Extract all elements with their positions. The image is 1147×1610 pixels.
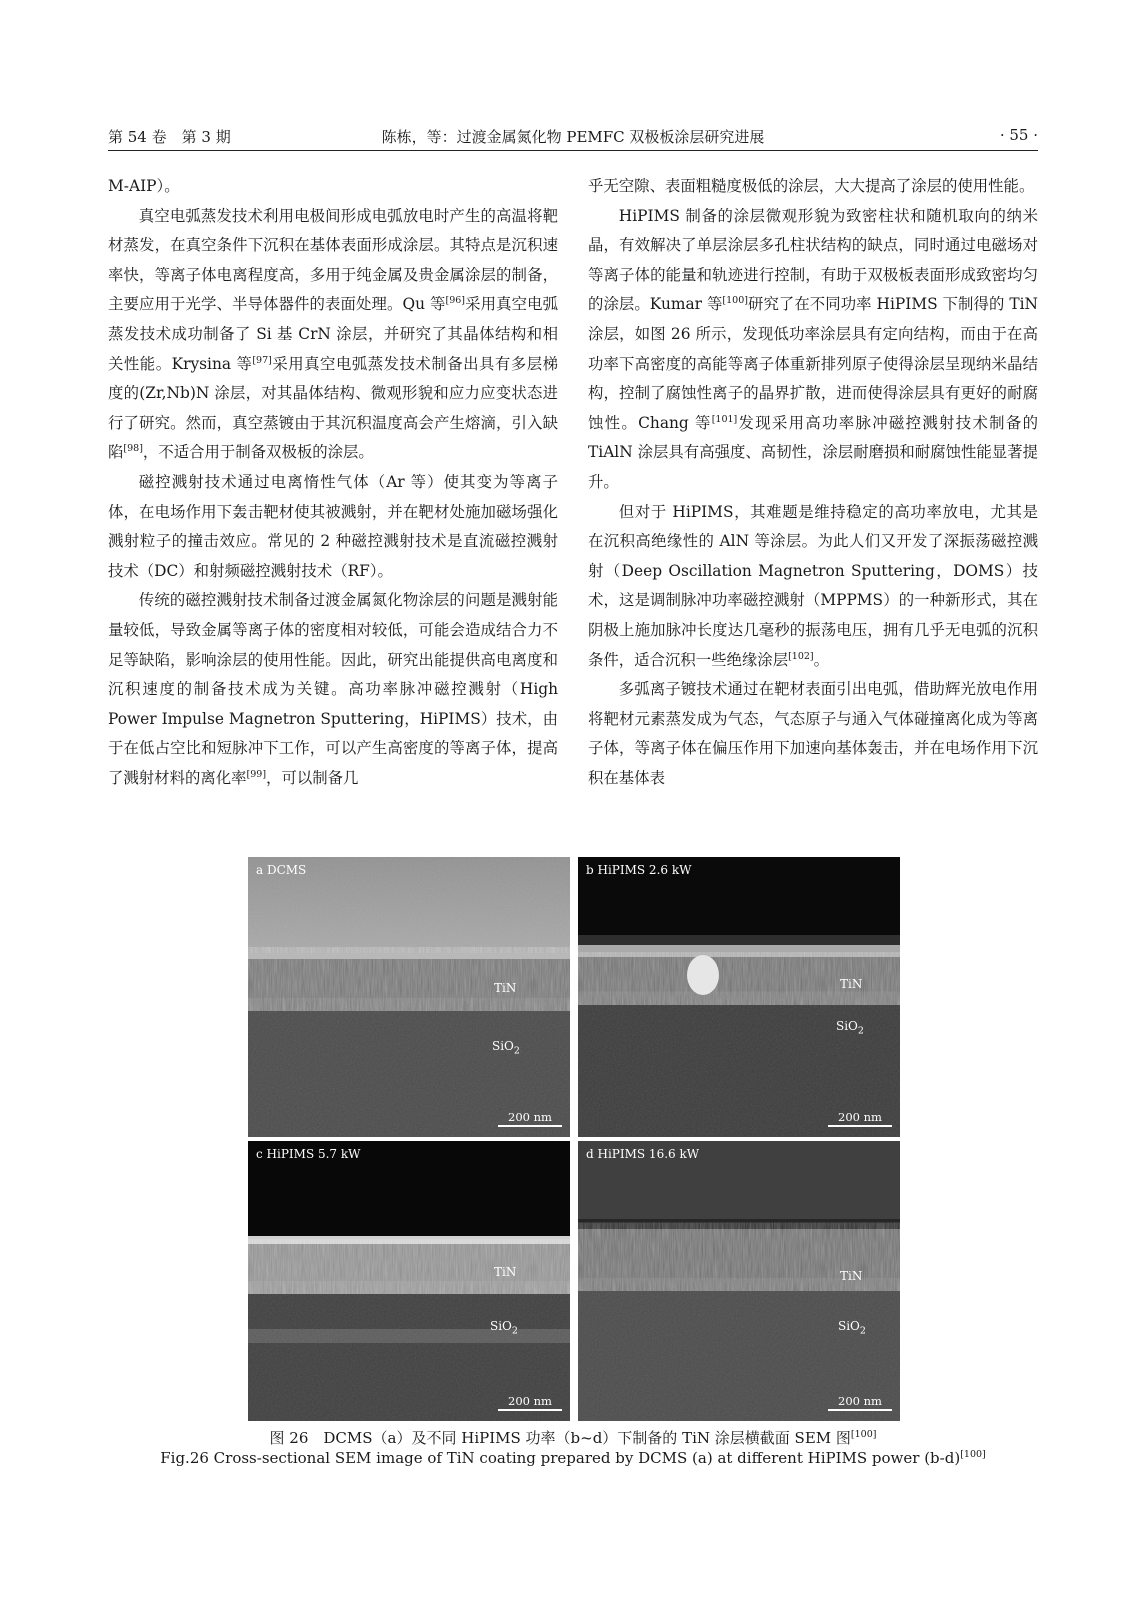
paragraph: 乎无空隙、表面粗糙度极低的涂层，大大提高了涂层的使用性能。 [588,177,1035,195]
citation[interactable]: [101] [711,413,738,425]
scale-bar: 200 nm [828,1110,892,1127]
paragraph: 磁控溅射技术通过电离惰性气体（Ar 等）使其变为等离子体，在电场作用下轰击靶材使其被溅射，并在靶材处施加磁场强化溅射粒子的撞击效应。常见的 2 种磁控溅射技术是直流磁控溅射技术（DC）和射频磁控溅射技术（RF）。 [108,472,558,580]
layer-label-sio2: SiO$_2$ [492,1039,520,1057]
panel-label: b HiPIMS 2.6 kW [586,863,692,877]
scale-bar: 200 nm [828,1394,892,1411]
sem-image-b [578,857,900,1137]
header-rule [108,150,1038,151]
panel-label: d HiPIMS 16.6 kW [586,1147,700,1161]
layer-label-tin: TiN [494,1265,517,1279]
paragraph: 真空电弧蒸发技术利用电极间形成电弧放电时产生的高温将靶材蒸发，在真空条件下沉积在基体表面形成涂层。其特点是沉积速率快，等离子体电离程度高，多用于纯金属及贵金属涂层的制备，主要应用于光学、半导体器件的表面处理。Qu 等[96]采用真空电弧蒸发技术成功制备了 Si 基 CrN 涂层，并研究了其晶体结构和相关性能。Krysina 等[97]采用真空电弧蒸发技术制备出具有多层梯度的(Zr,Nb)N 涂层，对其晶体结构、微观形貌和应力应变状态进行了研究。然而，真空蒸镀由于其沉积温度高会产生熔滴，引入缺陷[98]，不适合用于制备双极板的涂层。 [108,206,558,462]
sem-image-c [248,1141,570,1421]
citation[interactable]: [96] [445,295,465,307]
layer-label-tin: TiN [840,1269,863,1283]
layer-label-sio2: SiO$_2$ [836,1019,864,1037]
citation[interactable]: [100] [960,1449,986,1460]
paragraph: HiPIMS 制备的涂层微观形貌为致密柱状和随机取向的纳米晶，有效解决了单层涂层多孔柱状结构的缺点，同时通过电磁场对等离子体的能量和轨迹进行控制，有助于双极板表面形成致密均匀的涂层。Kumar 等[100]研究了在不同功率 HiPIMS 下制得的 TiN 涂层，如图 26 所示，发现低功率涂层具有定向结构，而由于在高功率下高密度的高能等离子体重新排列原子使得涂层呈现纳米晶结构，控制了腐蚀性离子的晶界扩散，进而使得涂层具有更好的耐腐蚀性。Chang 等[101]发现采用高功率脉冲磁控溅射技术制备的 TiAlN 涂层具有高强度、高韧性，涂层耐磨损和耐腐蚀性能显著提升。 [588,206,1038,491]
citation[interactable]: [97] [252,354,272,366]
layer-label-tin: TiN [494,981,517,995]
running-header [108,120,1038,150]
journal-volume: 第 54 卷 第 3 期 [108,128,231,146]
running-title: 陈栋，等：过渡金属氮化物 PEMFC 双极板涂层研究进展 [381,128,765,146]
citation[interactable]: [100] [722,295,748,307]
citation[interactable]: [100] [850,1429,877,1440]
paragraph: 但对于 HiPIMS，其难题是维持稳定的高功率放电，尤其是在沉积高绝缘性的 AlN 等涂层。为此人们又开发了深振荡磁控溅射（Deep Oscillation Magnetron Sputtering，DOMS）技术，这是调制脉冲功率磁控溅射（MPPMS）的一种新形式，其在阴极上施加脉冲长度达几毫秒的振荡电压，拥有几乎无电弧的沉积条件，适合沉积一些绝缘涂层[102]。 [588,502,1038,669]
figure-caption-cn: 图 26 DCMS（a）及不同 HiPIMS 功率（b~d）下制备的 TiN 涂层横截面 SEM 图[100] [269,1429,877,1447]
scale-bar: 200 nm [498,1110,562,1127]
left-column [108,172,558,793]
citation[interactable]: [102] [788,650,814,662]
figure-caption-en: Fig.26 Cross-sectional SEM image of TiN coating prepared by DCMS (a) at different HiPIMS power (b-d)[100] [160,1449,986,1467]
panel-label: a DCMS [256,863,307,877]
layer-label-sio2: SiO$_2$ [838,1319,866,1337]
paragraph: 多弧离子镀技术通过在靶材表面引出电弧，借助辉光放电作用将靶材元素蒸发成为气态，气态原子与通入气体碰撞离化成为等离子体，等离子体在偏压作用下加速向基体轰击，并在电场作用下沉积在基体表 [588,680,1038,787]
citation[interactable]: [98] [123,443,143,455]
page-number: · 55 · [999,126,1038,144]
sem-panel-c [248,1141,570,1421]
right-column [588,172,1038,793]
figure-26 [248,857,900,1421]
paragraph: 传统的磁控溅射技术制备过渡金属氮化物涂层的问题是溅射能量较低，导致金属等离子体的密度相对较低，可能会造成结合力不足等缺陷，影响涂层的使用性能。因此，研究出能提供高电离度和沉积速度的制备技术成为关键。高功率脉冲磁控溅射（High Power Impulse Magnetron Sputtering，HiPIMS）技术，由于在低占空比和短脉冲下工作，可以产生高密度的等离子体，提高了溅射材料的离化率[99]，可以制备几 [108,591,558,787]
paragraph: M-AIP）。 [108,177,180,195]
panel-label: c HiPIMS 5.7 kW [256,1147,361,1161]
layer-label-tin: TiN [840,977,863,991]
sem-panel-d [578,1141,900,1421]
scale-bar: 200 nm [498,1394,562,1411]
citation[interactable]: [99] [246,768,267,780]
sem-image-a [248,857,570,1137]
layer-label-sio2: SiO$_2$ [490,1319,518,1337]
sem-panel-b [578,857,900,1137]
sem-panel-a [248,857,570,1137]
